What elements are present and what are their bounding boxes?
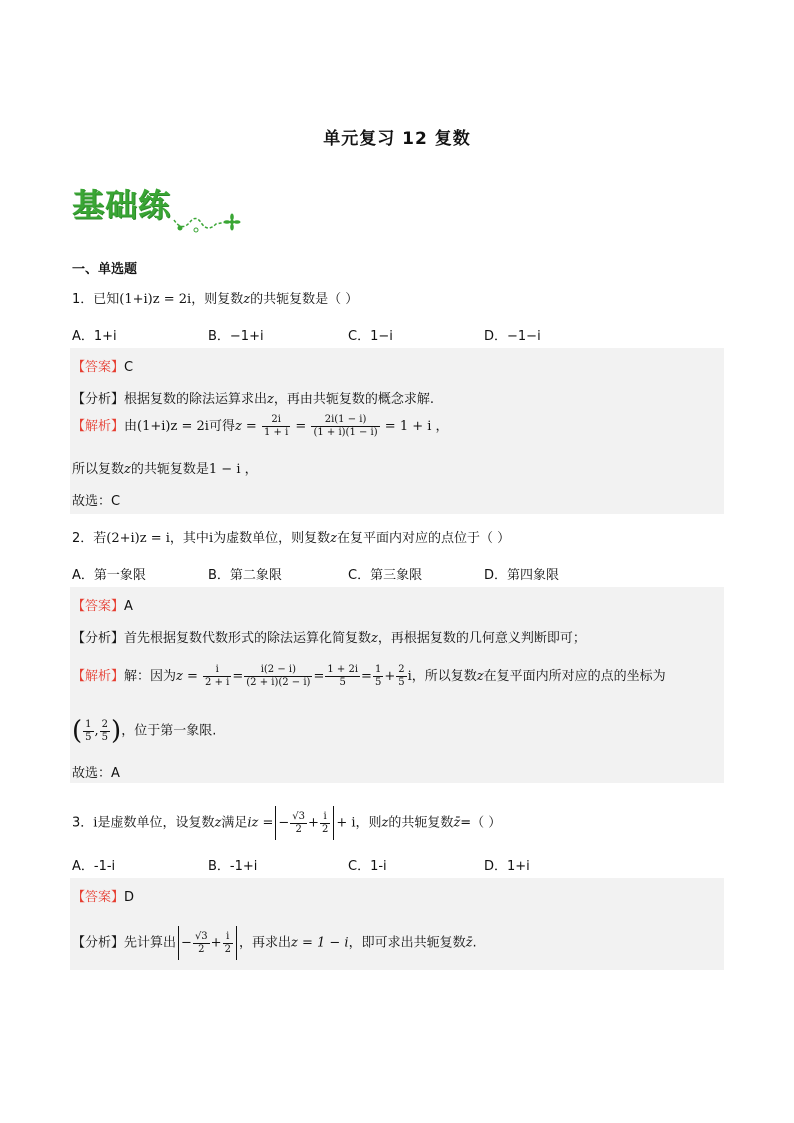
fraction [100,719,110,744]
fraction [320,811,330,836]
numerator: 1 [85,718,92,730]
solution-equation: (1+i)z = 2i [137,419,209,434]
analysis-text: 根据复数的除法运算求出 [124,392,268,407]
numerator: i [203,664,231,677]
denominator: 2 [295,823,302,835]
q2-stem-var: i [208,531,214,546]
fraction [373,664,383,689]
q2-stem-var: z [330,531,337,546]
answer-label: 【答案】 [72,599,125,614]
analysis-text: ，再由共轭复数的概念求解. [273,392,435,407]
left-paren: ( [72,716,83,746]
q2-solution [72,664,666,689]
q3-stem-equation: + i [336,815,356,831]
analysis-label: 【分析】 [72,631,125,646]
q3-answer [72,886,134,905]
q2-option-a[interactable]: A．第一象限 [72,568,146,583]
analysis-var: z̄ [465,935,473,951]
denominator: 5 [374,677,382,688]
solution-text: 由 [124,419,138,434]
q3-stem-text: 是虚数单位，设复数 [97,815,215,831]
numerator: 2 [101,718,109,730]
analysis-text: ，再求出 [238,935,291,951]
equals-sign: = [232,669,244,684]
q2-analysis [72,627,586,646]
analysis-label: 【分析】 [72,935,125,951]
denominator: 2 [224,943,231,955]
q3-option-a[interactable]: A．-1-i [72,859,116,874]
numerator: 1 + 2i [327,664,359,675]
q2-stem-text: 为虚数单位，则复数 [213,531,331,546]
conj-text: 的共轭复数是 [130,462,209,477]
conj-var: z [124,462,131,477]
minus-sign: − [181,935,192,951]
abs-bar [178,926,179,960]
denominator: 2 [198,943,205,955]
denominator: 5 [85,731,92,743]
plus-sign: + [384,669,396,684]
question-3-stem [72,806,501,840]
solution-text: 在复平面内所对应的点的坐标为 [483,669,666,684]
denominator: (2 + i)(2 − i) [246,677,311,688]
fraction [396,664,406,689]
analysis-equation: z = 1 − i [290,935,349,951]
numerator: i [320,811,330,824]
q3-stem-var: z̄ [453,815,461,831]
answer-label: 【答案】 [72,890,125,905]
q3-stem-text: ，则 [355,815,382,831]
equals-sign: = [313,669,325,684]
q1-answer [72,356,133,375]
denominator: 5 [398,677,405,688]
analysis-var: z [267,392,274,407]
minus-sign: − [278,815,290,831]
solution-text: 可得 [208,419,235,434]
q3-option-c[interactable]: C．1-i [348,859,387,874]
q1-stem-text: ，则复数 [191,292,244,307]
analysis-text: ，即可求出共轭复数 [348,935,466,951]
numerator: 2 [398,664,405,675]
denominator: 2 [321,823,329,835]
solution-var: z = [176,669,198,684]
numerator: 2i [262,414,290,427]
answer-value: D [124,890,135,905]
q1-option-c[interactable]: C．1−i [348,329,393,344]
numerator: 2i(1 − i) [311,414,379,427]
analysis-label: 【分析】 [72,392,125,407]
plus-sign: + [308,815,319,831]
q1-conjugate [72,458,258,477]
page-title: 单元复习 12 复数 [323,129,471,149]
q3-stem-var: i [93,815,98,831]
conj-text: 所以复数 [72,462,125,477]
q1-option-d[interactable]: D．−1−i [484,329,541,344]
solution-var: z = [234,419,257,434]
q3-stem-text: 3． [72,815,94,831]
analysis-text: ，再根据复数的几何意义判断即可； [377,631,586,646]
fraction [290,811,307,836]
q3-stem-text: =（ ） [460,815,502,831]
answer-value: C [124,360,134,375]
q2-stem-text: ，其中 [169,531,209,546]
q3-option-d[interactable]: D．1+i [484,859,530,874]
numerator: √3 [194,930,208,942]
q3-stem-text: 满足 [221,815,248,831]
q2-stem-text: 2．若 [72,531,107,546]
q1-option-a[interactable]: A．1+i [72,329,117,344]
solution-text: ，位于第一象限. [121,723,217,739]
question-2-stem [72,527,510,546]
denominator: 2 + i [205,677,230,688]
right-paren: ) [111,716,122,746]
analysis-var: z [371,631,378,646]
q3-option-b[interactable]: B．-1+i [208,859,258,874]
analysis-text: . [472,935,477,951]
solution-text: ，所以复数 [411,669,477,684]
basic-practice-logo [72,180,242,238]
answer-value: A [124,599,133,614]
fraction [223,931,233,956]
q1-analysis [72,388,434,407]
denominator: 1 + i [263,427,289,438]
q1-solution [72,414,449,439]
comma: , [94,723,99,739]
fraction [203,664,231,689]
vine-deco-icon [172,210,242,238]
q2-choose: 故选：A [72,766,120,781]
equals-sign: = [361,669,372,684]
question-1-stem [72,288,358,307]
q3-analysis [72,926,477,960]
q2-answer [72,595,133,614]
fraction [244,664,312,689]
q3-stem-var: z [381,815,389,831]
section-heading: 一、单选题 [72,262,138,277]
q1-stem-var: z [243,292,251,307]
numerator: 1 [374,664,382,675]
q1-option-b[interactable]: B．−1+i [208,329,264,344]
fraction [193,931,210,956]
q2-stem-equation: (2+i)z = i [106,531,170,546]
solution-var: z [476,669,484,684]
denominator: 5 [339,677,346,688]
q2-option-d[interactable]: D．第四象限 [484,568,560,583]
q2-option-b[interactable]: B．第二象限 [208,568,282,583]
q1-stem-equation: (1+i)z = 2i [119,292,192,307]
fraction [325,664,360,689]
q3-stem-text: 的共轭复数 [388,815,454,831]
numerator: i(2 − i) [244,664,312,677]
logo-text: 基础练 [72,186,172,224]
q3-stem-var: z [214,815,222,831]
solution-text: 解：因为 [124,669,177,684]
equals-sign: = [295,419,307,434]
solution-label: 【解析】 [72,669,125,684]
q3-stem-equation: iz = [247,815,274,831]
abs-bar [236,926,237,960]
q1-choose: 故选：C [72,494,121,509]
fraction [262,414,290,439]
analysis-text: 首先根据复数代数形式的除法运算化简复数 [124,631,372,646]
fraction [311,414,379,439]
numerator: √3 [292,810,306,822]
analysis-text: 先计算出 [124,935,177,951]
imag-unit: i [407,669,412,684]
numerator: i [223,931,233,944]
abs-bar [275,806,276,840]
denominator: (1 + i)(1 − i) [313,427,378,438]
solution-result: = 1 + i ， [384,419,449,434]
conj-value: 1 − i ， [208,462,258,477]
q1-stem-text: 的共轭复数是（ ） [250,292,359,307]
abs-bar [333,806,334,840]
q1-stem-text: 1．已知 [72,292,120,307]
denominator: 5 [101,731,109,743]
solution-label: 【解析】 [72,419,125,434]
plus-sign: + [210,935,222,951]
q2-option-c[interactable]: C．第三象限 [348,568,423,583]
fraction [83,719,93,744]
answer-label: 【答案】 [72,360,125,375]
q2-point [72,716,216,746]
q2-stem-text: 在复平面内对应的点位于（ ） [336,531,511,546]
